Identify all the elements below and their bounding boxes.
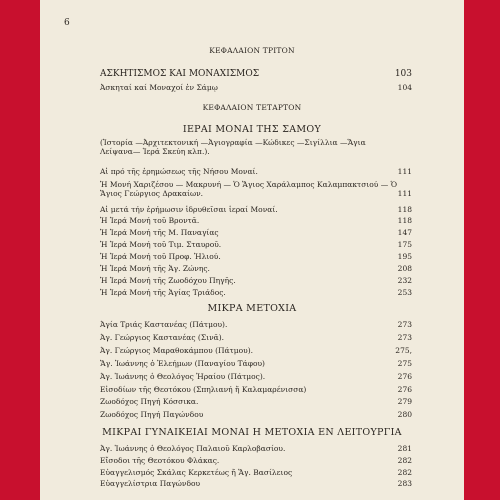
section-title: ΜΙΚΡΑ ΜΕΤΟΧΙΑ [207, 303, 297, 314]
toc-entry-page: 147 [397, 228, 412, 237]
toc-entry-title: Ἡ Ἱερά Μονή τῆς Ζωοδόχου Πηγῆς. [100, 276, 236, 285]
toc-entry [100, 359, 412, 368]
page-number: 6 [64, 18, 70, 28]
toc-entry-title: Εὐαγγελισμός Σκάλας Κερκετέως ἤ Ἅγ. Βασίλειος [100, 468, 293, 477]
toc-entry-page: 275, [395, 346, 412, 355]
toc-entry [100, 320, 412, 329]
toc-entry [100, 479, 412, 488]
toc-entry-page: 208 [397, 264, 412, 273]
toc-entry [100, 216, 412, 225]
toc-entry [100, 288, 412, 297]
toc-entry-page: 276 [397, 372, 412, 381]
toc-entry [100, 83, 412, 92]
toc-entry-page: 175 [397, 240, 412, 249]
toc-entry-page: 273 [397, 320, 412, 329]
toc-entry [100, 397, 412, 406]
toc-entry [100, 205, 412, 214]
toc-entry-page: 118 [397, 216, 412, 225]
toc-entry-title: Εἰσοδίων τῆς Θεοτόκου (Σπηλιανή ἤ Καλαμαρένισσα) [100, 385, 307, 394]
toc-entry-title: Ἁγ. Γεώργιος Μαραθοκάμπου (Πάτμου). [100, 346, 254, 355]
toc-entry [100, 410, 412, 419]
toc-entry-title: Ἁγ. Γεώργιος Καστανέας (Σινᾶ). [100, 333, 225, 342]
toc-entry-title: Ἀσκηταί καί Μοναχοί ἐν Σάμῳ [100, 83, 218, 92]
toc-entry-title: Ἡ Ἱερά Μονή τοῦ Προφ. Ἡλιού. [100, 252, 221, 261]
toc-entry-title: Ἡ Ἱερά Μονή τοῦ Βροντᾶ. [100, 216, 200, 225]
toc-entry-page: 195 [397, 252, 412, 261]
chapter-heading: ΚΕΦΑΛΑΙΟΝ ΤΕΤΑΡΤΟΝ [202, 103, 302, 112]
toc-entry-page: 111 [397, 189, 412, 198]
toc-entry-page: 104 [397, 83, 412, 92]
toc-entry-title: Εἴσοδοι τῆς Θεοτόκου Φλάκας. [100, 456, 220, 465]
toc-entry-page: 283 [397, 479, 412, 488]
section-title: ΜΙΚΡΑΙ ΓΥΝΑΙΚΕΙΑΙ ΜΟΝΑΙ Η ΜΕΤΟΧΙΑ ΕΝ ΛΕΙΤΟΥΡΓΙΑ [102, 427, 402, 438]
toc-entry-page: 281 [397, 444, 412, 453]
toc-entry [100, 228, 412, 237]
toc-entry-title: Ἡ Ἱερά Μονή τῆς Μ. Παναγίας [100, 228, 219, 237]
toc-entry-title: Ζωοδόχος Πηγή Κόσσικα. [100, 397, 199, 406]
toc-entry-title: Ἡ Ἱερά Μονή τῆς Ἁγίας Τριάδος. [100, 288, 226, 297]
toc-entry-page: 118 [397, 205, 412, 214]
toc-entry-page: 275 [397, 359, 412, 368]
toc-entry-title: Ἅγ. Ἰωάννης ὁ Ἐλεήμων (Παναγίου Τάφου) [100, 359, 265, 368]
toc-entry [100, 444, 412, 453]
toc-entry [100, 167, 412, 176]
toc-entry-title: Ἁγ. Ἰωάννης ὁ Θεολόγος Παλαιοῦ Καρλοβασίου. [100, 444, 286, 453]
toc-entry-page: 273 [397, 333, 412, 342]
toc-entry-title: Ζωοδόχος Πηγή Παγώνδου [100, 410, 204, 419]
toc-entry-page: 276 [397, 385, 412, 394]
toc-entry-page: 282 [397, 468, 412, 477]
toc-entry-page: 253 [397, 288, 412, 297]
toc-entry-page: 282 [397, 456, 412, 465]
toc-entry-title: Αἱ πρό τῆς ἐρημώσεως τῆς Νήσου Μοναί. [100, 167, 258, 176]
toc-entry [100, 240, 412, 249]
toc-entry-page: 280 [397, 410, 412, 419]
section-title: ΙΕΡΑΙ ΜΟΝΑΙ ΤΗΣ ΣΑΜΟΥ [182, 124, 322, 135]
toc-entry-page: 279 [397, 397, 412, 406]
section-intro [100, 138, 400, 156]
toc-entry-title: Ἡ Ἱερά Μονή τῆς Ἁγ. Ζώνης. [100, 264, 210, 273]
chapter-heading: ΚΕΦΑΛΑΙΟΝ ΤΡΙΤΟΝ [209, 46, 295, 55]
toc-entry-title: Αἱ μετά τήν ἐρήμωσιν ἱδρυθεῖσαι ἱεραί Μοναί. [100, 205, 278, 214]
toc-entry [100, 456, 412, 465]
toc-entry [100, 276, 412, 285]
toc-entry-title: ΑΣΚΗΤΙΣΜΟΣ ΚΑΙ ΜΟΝΑΧΙΣΜΟΣ [100, 69, 260, 79]
toc-entry-title: Εὐαγγελίστρια Παγώνδου [100, 479, 201, 488]
toc-entry [100, 180, 412, 198]
toc-entry [100, 70, 412, 79]
toc-entry-page: 111 [397, 167, 412, 176]
toc-entry [100, 385, 412, 394]
toc-entry [100, 333, 412, 342]
toc-entry-title: Ἁγία Τριάς Καστανέας (Πάτμου). [100, 320, 228, 329]
toc-entry [100, 264, 412, 273]
toc-entry [100, 252, 412, 261]
toc-entry-title: Ἁγ. Ἰωάννης ὁ Θεολόγος Ἡραίου (Πάτμος). [100, 372, 266, 381]
toc-entry [100, 468, 412, 477]
toc-entry-page: 103 [394, 69, 412, 79]
toc-entry [100, 372, 412, 381]
toc-entry-title: Ἡ Μονή Χαριζέσου — Μακρυνή — Ὁ Ἅγιος Χαράλαμπος Καλαμπακτσιού — Ὁ Ἅγιος Γεώργιος Δρακαίων. [100, 180, 398, 198]
toc-entry-page: 232 [397, 276, 412, 285]
toc-entry [100, 346, 412, 355]
section-intro-text: (Ἱστορία —Ἀρχιτεκτονική —Ἁγιογραφία —Κώδικες —Σιγίλλια —Ἅγια Λείψανα— Ἱερά Σκεύη κλπ.). [100, 138, 366, 156]
book-page [40, 0, 464, 500]
toc-entry-title: Ἡ Ἱερά Μονή τοῦ Τιμ. Σταυροῦ. [100, 240, 222, 249]
